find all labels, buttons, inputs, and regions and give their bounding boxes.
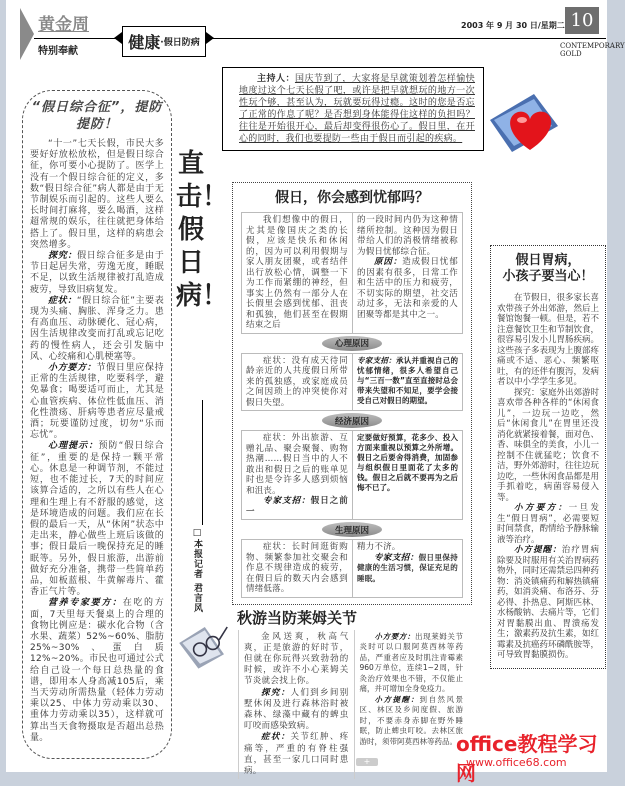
paragraph [360,632,464,695]
brand-title: 黄金周 [38,15,89,35]
section-left: 症状：没有成天待同龄亲近的人共度假日所带来的孤独感，或家庭成员之间因琐上的冲突使你对假日失望。 [246,355,348,408]
paragraph-label: 症状： [261,732,291,743]
paragraph-label: 症状： [48,295,77,306]
stomach-article [490,245,606,669]
center-column [232,182,472,779]
paragraph-label: 营养专家要方： [48,598,123,609]
expert-label: 专家支招： [357,355,396,365]
page-number: 10 [565,7,599,34]
paragraph-text: 在吃的方面，7天里每天餐桌上的合理的食物比例应是：碳水化合物（含水果、蔬菜）52%~60%、脂肪25%~30%、蛋白质12%~20%。市民也可通过公式给自己设一个每日总热量的食谱，即用本人身高减105后，乘当天劳动所需热量（轻体力劳动乘以25、中体力劳动乘以30、重体力劳动乘以35），这样就可算出当天食物摄取是否超出总热量。 [30,598,164,743]
stomach-title-line1: 假日胃病， [515,253,581,268]
paragraph-text: 一旦发生“假日胃病”，必需要短时间禁食，酌情给予静脉输液等治疗。 [497,503,600,545]
left-article [22,90,172,759]
paragraph-text: “十一”七天长假，市民大多要好好放松放松，但是假日综合征，你可要小心提防了。医学上没有一个假日综合征的定义，多数“假日综合征”病人都是由于无节制娱乐而引起的。这些人要么长时间打麻将，要么喝酒，这样超常规的娱乐，往往就把身体给搭上了。假日里，这样的病患会突然增多。 [30,139,164,250]
section-right: 假日里保持健康的生活习惯，保证充足的睡眠。 [357,552,458,583]
paragraph-text: 出现莱姆关节炎时可以口服阿莫西林等药品，严重者应及时肌注青霉素960万单位，连续1~2周，针灸治疗效果也不错，不仅能止痛，并可增加全身免疫力。 [359,631,463,693]
paragraph [497,545,599,661]
arrow-right-icon [206,32,214,44]
section-table [241,539,463,598]
intro-label: 主持人： [257,74,295,84]
paragraph [30,251,164,296]
paragraph [30,441,164,598]
section-label [122,26,206,57]
issue-date: 2003 年 9 月 30 日/星期二 [461,21,565,30]
lyme-col1 [244,632,349,778]
lyme-title: 秋游当防莱姆关节 [237,608,358,627]
publication-name [560,42,625,58]
intro-col1: 我们想像中的假日，尤其是像国庆之类的长假，应该是快乐和休闲的，因为可以利用假期与家人朋友团聚，或者结伴出行放松心情，调整一下为工作而紧绷的神经，但事实上仍然有一部分人在长假里会感到忧郁、沮丧和孤独，他们甚至在假期结束之后 [246,215,348,330]
paragraph [497,388,599,504]
book-glasses-clipart-icon [176,615,232,675]
paragraph-label: 小方要方： [374,631,415,641]
special-label: 特别奉献 [38,46,78,57]
paragraph-text: 探究：家庭外出郊游时喜欢带各种各样的“休闲食儿”，一边玩一边吃，然后“休闲食儿”在胃里还没消化就紧接着餐，面对色、香、味俱全的美食，小儿一控制不住就猛吃；饮食不洁，野外郊游时，往往边玩边吃，一些休闲食品都是用手抓着吃，病菌容易侵入等。 [497,387,600,503]
paragraph [244,688,349,733]
depression-intro-table [241,212,463,334]
publication-line2: GOLD [560,50,582,58]
paragraph-label: 心理提示： [48,441,99,452]
paragraph-label: 小方提醒： [514,545,562,555]
intro-col2: 的一段时间内仍为这种情绪所控制。这种因为假日带给人们的消极情绪被称为假日忧郁综合征。 [357,215,458,257]
section-big: 健康 [128,33,161,52]
paragraph-label: 小方要方： [48,363,97,374]
paragraph-label: 探究： [261,687,291,698]
main-headline: 直击！假日病！ [176,149,229,311]
paragraph-text: 节假日里应保持正常的生活规律，吃要科学，避免暴食；喝要适可而止，尤其是心血管疾病、体位性低血压、消化性溃疡、肝病等患者应尽量戒酒；玩要谨防过度，切勿“乐而忘忧”。 [30,363,164,441]
stomach-title-line2: 小孩子要当心！ [502,269,594,284]
intro-text: 国庆节到了，大家将是早就策划着怎样愉快地度过这个七天长假了吧，或许是把早就想玩的地方一次性玩个够，甚至认为，玩就要玩得过瘾。这时的您是否忘了正常的作息了呢？是否想到身体能得住这样的负担吗？往往是开始很开心，最后却变得很伤心了。假日里，在开心的同时，我们也要提防一些由于假日而引起的疾病。 [239,74,476,144]
watermark-url: www.office68.com [466,756,567,769]
paragraph-label: 小方提醒： [374,694,420,704]
paragraph [497,293,599,388]
section-right: 定要做好预算，花多少、投入方面来重视以预算之外所增。假日之后要舍得消费，加固参与组织假日里面花了太多的钱。假日之后就不要再为之后悔不已了。 [352,431,462,519]
paragraph [497,503,599,545]
depression-title: 假日，你会感到忧郁吗？ [275,190,429,206]
section-pill: 心理原因 [322,336,382,351]
section-table [241,353,463,412]
scroll-handle[interactable]: + [356,758,378,766]
paragraph [244,732,349,777]
section-pill: 经济原因 [322,413,382,428]
header-triangle-icon [20,8,34,60]
heart-clipart-icon [486,90,562,160]
paragraph-text: 关节红肿、疼痛等，严重的有脊柱强直，甚至一家几口同时患病。 [244,732,349,776]
section-left: 症状：外出旅游、互赠礼品、聚会聚餐、购物热潮……假日当中的人不敢出和假日之后的账单见时也是令许多人感到烦恼和沮丧。 [246,433,348,496]
lyme-col2 [360,632,464,748]
cause-text: 造成假日忧郁的因素有很多，日常工作和生活中的压力和疲劳，不切实际的期望，社交活动过多，无法和亲爱的人团聚等都是其中之一。 [357,257,458,320]
paragraph [360,695,464,748]
depression-article [232,182,472,605]
paragraph [30,296,164,363]
paragraph [244,632,349,688]
expert-label: 专家支招： [374,552,419,563]
cause-label: 原因： [374,257,403,267]
paragraph-text: 假日综合征多是由于节日起居失常，劳逸无度，睡眠不足，以致生活规律被打乱造成疲劳，导致旧病复发。 [30,251,165,295]
left-article-title: “假日综合征”，提防提防！ [31,100,163,132]
watermark-title: office教程学习网 [456,732,598,785]
paragraph-text: “假日综合征”主要表现为头痛、胸胀、浑身乏力。患有高血压、动脉硬化、冠心病，因生活规律改变而打乱或忘记吃药的慢性病人，还会引发脑中风、心绞痛和心肌梗塞等。 [30,295,164,362]
expert-label: 专家支招： [263,496,311,506]
section-right: 承认并重视自己的忧郁情绪，很多人希望自己与“三百一数”直至直接时总会带来失望和不知足，要学会接受自己对假日的期望。 [357,355,459,405]
paragraph [30,598,164,744]
paragraph [30,139,164,251]
section-table [241,430,463,520]
lyme-article [238,630,468,780]
section-right-head: 精力不济。 [357,542,401,552]
section-left-tail: 假日之前一 [246,496,348,517]
section-left: 症状：长时间逛街购物、频繁参加社交聚会和作息不规律造成的疲劳，在假日后的数天内会感到情绪低落。 [246,542,348,594]
stomach-title [497,253,599,285]
paragraph-text: 到自然风景区、林区及乡间度假、旅游时，不要赤身赤脚在野外睡眠，防止蜱虫叮咬。去林区旅游时，须带阿莫西林等药品。 [359,694,463,746]
publication-line1: CONTEMPORARY [560,42,625,50]
host-intro-box [222,67,484,151]
paragraph [30,363,164,441]
paragraph-label: 小方要方： [514,503,569,513]
left-article-body [30,139,164,744]
arrow-left-icon [114,32,122,44]
paragraph-label: 探究： [48,251,78,262]
paragraph-text: 金风送爽，秋高气爽，正是旅游的好时节，但就在你玩得兴致勃勃的时候，或许不小心莱姆关节炎就会找上你。 [244,631,349,687]
vertical-rule [202,400,203,525]
section-pill: 生理原因 [322,522,382,537]
section-small: ·假日防病 [160,38,200,48]
stomach-body [497,293,599,661]
paragraph-text: 治疗胃病除要及时服用有关治胃病药物外，同时还需禁忌四种药物：消炎镇痛药和解热镇痛药，如消炎痛、布洛芬、芬必得、扑热息、阿斯匹林、水杨酸钠、去痛片等，它们对胃黏膜出血、胃溃疡发生；激素药及抗生素，如红霉素及抗癌药环磷酰胺等，可导致胃黏膜损伤。 [497,545,600,660]
byline: □本报记者 君言风 [192,528,202,614]
paragraph-text: 人们到乡间别墅休闲及进行森林浴时被森林、绿藻中藏有的蜱虫叮咬而感染致病。 [244,687,349,732]
paragraph-text: 在节假日，很多家长喜欢带孩子外出郊游，然后上餐馆饱餐一顿。但是，若不注意餐饮卫生和节制饮食，很容易引发小儿胃肠疾病。这些孩子多表现为上腹部疼痛或不适、恶心、频繁呕吐，有的还伴有腹泻，发病者以中小学学生多见。 [497,293,600,387]
newspaper-page [6,0,625,785]
paragraph-text: 预防“假日综合征”，重要的是保持一颗平常心。休息是一种调节剂，不能过短，也不能过长，7天的时间应该算合适的，之所以有些人在心理和生理上有不舒服的感觉，这是环境造成的问题。我们应在长假的最后一天，从“休闲”状态中走出来，静心做些上班后该做的事；假日最后一晚保持充足的睡眠等。另外，假日旅游，出游前做好充分准备，携带一些简单药品，如板蓝根、牛黄解毒片、藿香正气片等。 [30,441,164,598]
